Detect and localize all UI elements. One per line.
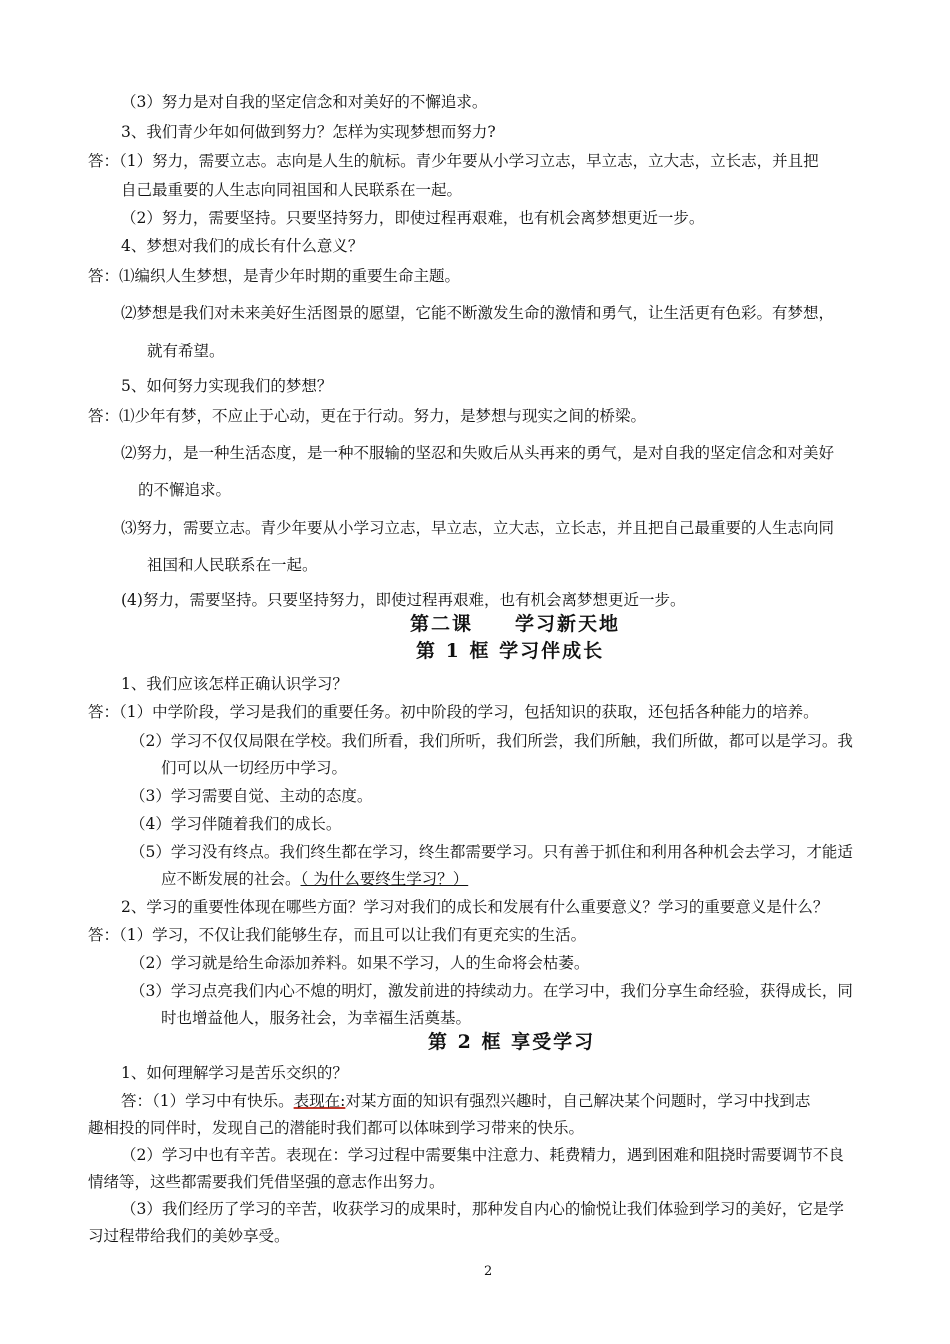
text-line: （3）学习需要自觉、主动的态度。 [130, 787, 373, 805]
text-line: ⑶努力，需要立志。青少年要从小学习立志，早立志，立大志，立长志，并且把自己最重要的人生志向同 [121, 519, 835, 537]
text-line: （3）我们经历了学习的辛苦，收获学习的成果时，那种发自内心的愉悦让我们体验到学习的美好，它是学 [121, 1200, 844, 1218]
text-line: 们可以从一切经历中学习。 [161, 759, 348, 777]
question-4: 4、梦想对我们的成长有什么意义？ [121, 237, 364, 255]
question-1: 1、如何理解学习是苦乐交织的？ [121, 1064, 348, 1082]
question-2: 2、学习的重要性体现在哪些方面？学习对我们的成长和发展有什么重要意义？学习的重要意义是什么？ [121, 898, 829, 916]
text-line: 就有希望。 [147, 342, 225, 360]
text-line: （4）学习伴随着我们的成长。 [130, 815, 342, 833]
question-5: 5、如何努力实现我们的梦想？ [121, 377, 333, 395]
text-line: (4)努力，需要坚持。只要坚持努力，即使过程再艰难，也有机会离梦想更近一步。 [121, 591, 686, 609]
text-line: 趣相投的同伴时，发现自己的潜能时我们都可以体味到学习带来的快乐。 [88, 1119, 585, 1137]
text-line: 祖国和人民联系在一起。 [147, 556, 318, 574]
section-heading: 第 2 框 享受学习 [428, 1031, 596, 1053]
text-span: 对某方面的知识有强烈兴趣时，自己解决某个问题时，学习中找到志 [345, 1092, 811, 1110]
underlined-keyword: 表现在: [293, 1092, 346, 1110]
text-line: （3）努力是对自我的坚定信念和对美好的不懈追求。 [121, 93, 488, 111]
text-line: 自己最重要的人生志向同祖国和人民联系在一起。 [121, 181, 463, 199]
text-line: （3）学习点亮我们内心不熄的明灯，激发前进的持续动力。在学习中，我们分享生命经验，获得成长，同 [130, 982, 853, 1000]
answer-line: 答：（1）学习，不仅让我们能够生存，而且可以让我们有更充实的生活。 [88, 926, 587, 944]
text-line [161, 869, 468, 889]
text-line: （5）学习没有终点。我们终生都在学习，终生都需要学习。只有善于抓住和利用各种机会去学习，才能适 [130, 843, 853, 861]
answer-line: 答：（1）中学阶段，学习是我们的重要任务。初中阶段的学习，包括知识的获取，还包括各种能力的培养。 [88, 703, 819, 721]
text-line: ⑵努力，是一种生活态度，是一种不服输的坚忍和失败后从头再来的勇气，是对自我的坚定信念和对美好 [121, 444, 835, 462]
answer-line [121, 1091, 810, 1111]
text-line: （2）学习不仅仅局限在学校。我们所看，我们所听，我们所尝，我们所触，我们所做，都可以是学习。我 [130, 732, 853, 750]
question-1: 1、我们应该怎样正确认识学习？ [121, 675, 348, 693]
question-3: 3、我们青少年如何做到努力？怎样为实现梦想而努力? [121, 123, 496, 141]
page-number: 2 [484, 1264, 493, 1279]
answer-line: 答：⑴编织人生梦想，是青少年时期的重要生命主题。 [88, 267, 461, 285]
section-heading: 第 1 框 学习伴成长 [416, 640, 605, 662]
text-span: 答：（1）学习中有快乐。 [121, 1092, 294, 1110]
text-line: 习过程带给我们的美妙享受。 [88, 1227, 290, 1245]
underlined-note: （ 为什么要终生学习？） [300, 870, 469, 888]
text-line: 时也增益他人，服务社会，为幸福生活奠基。 [161, 1009, 472, 1027]
answer-line: 答：（1）努力，需要立志。志向是人生的航标。青少年要从小学习立志，早立志，立大志，立长志，并且把 [88, 152, 819, 170]
text-line: 的不懈追求。 [138, 481, 232, 499]
text-span: 应不断发展的社会。 [161, 870, 301, 888]
text-line: （2）努力，需要坚持。只要坚持努力，即使过程再艰难，也有机会离梦想更近一步。 [121, 209, 705, 227]
text-line: （2）学习就是给生命添加养料。如果不学习，人的生命将会枯萎。 [130, 954, 590, 972]
text-line: 情绪等，这些都需要我们凭借坚强的意志作出努力。 [88, 1173, 445, 1191]
text-line: （2）学习中也有辛苦。表现在：学习过程中需要集中注意力、耗费精力，遇到困难和阻挠时需要调节不良 [121, 1146, 844, 1164]
text-line: ⑵梦想是我们对未来美好生活图景的愿望，它能不断激发生命的激情和勇气，让生活更有色彩。有梦想， [121, 304, 835, 322]
answer-line: 答：⑴少年有梦，不应止于心动，更在于行动。努力，是梦想与现实之间的桥梁。 [88, 407, 647, 425]
lesson-heading: 第二课 学习新天地 [410, 613, 621, 635]
